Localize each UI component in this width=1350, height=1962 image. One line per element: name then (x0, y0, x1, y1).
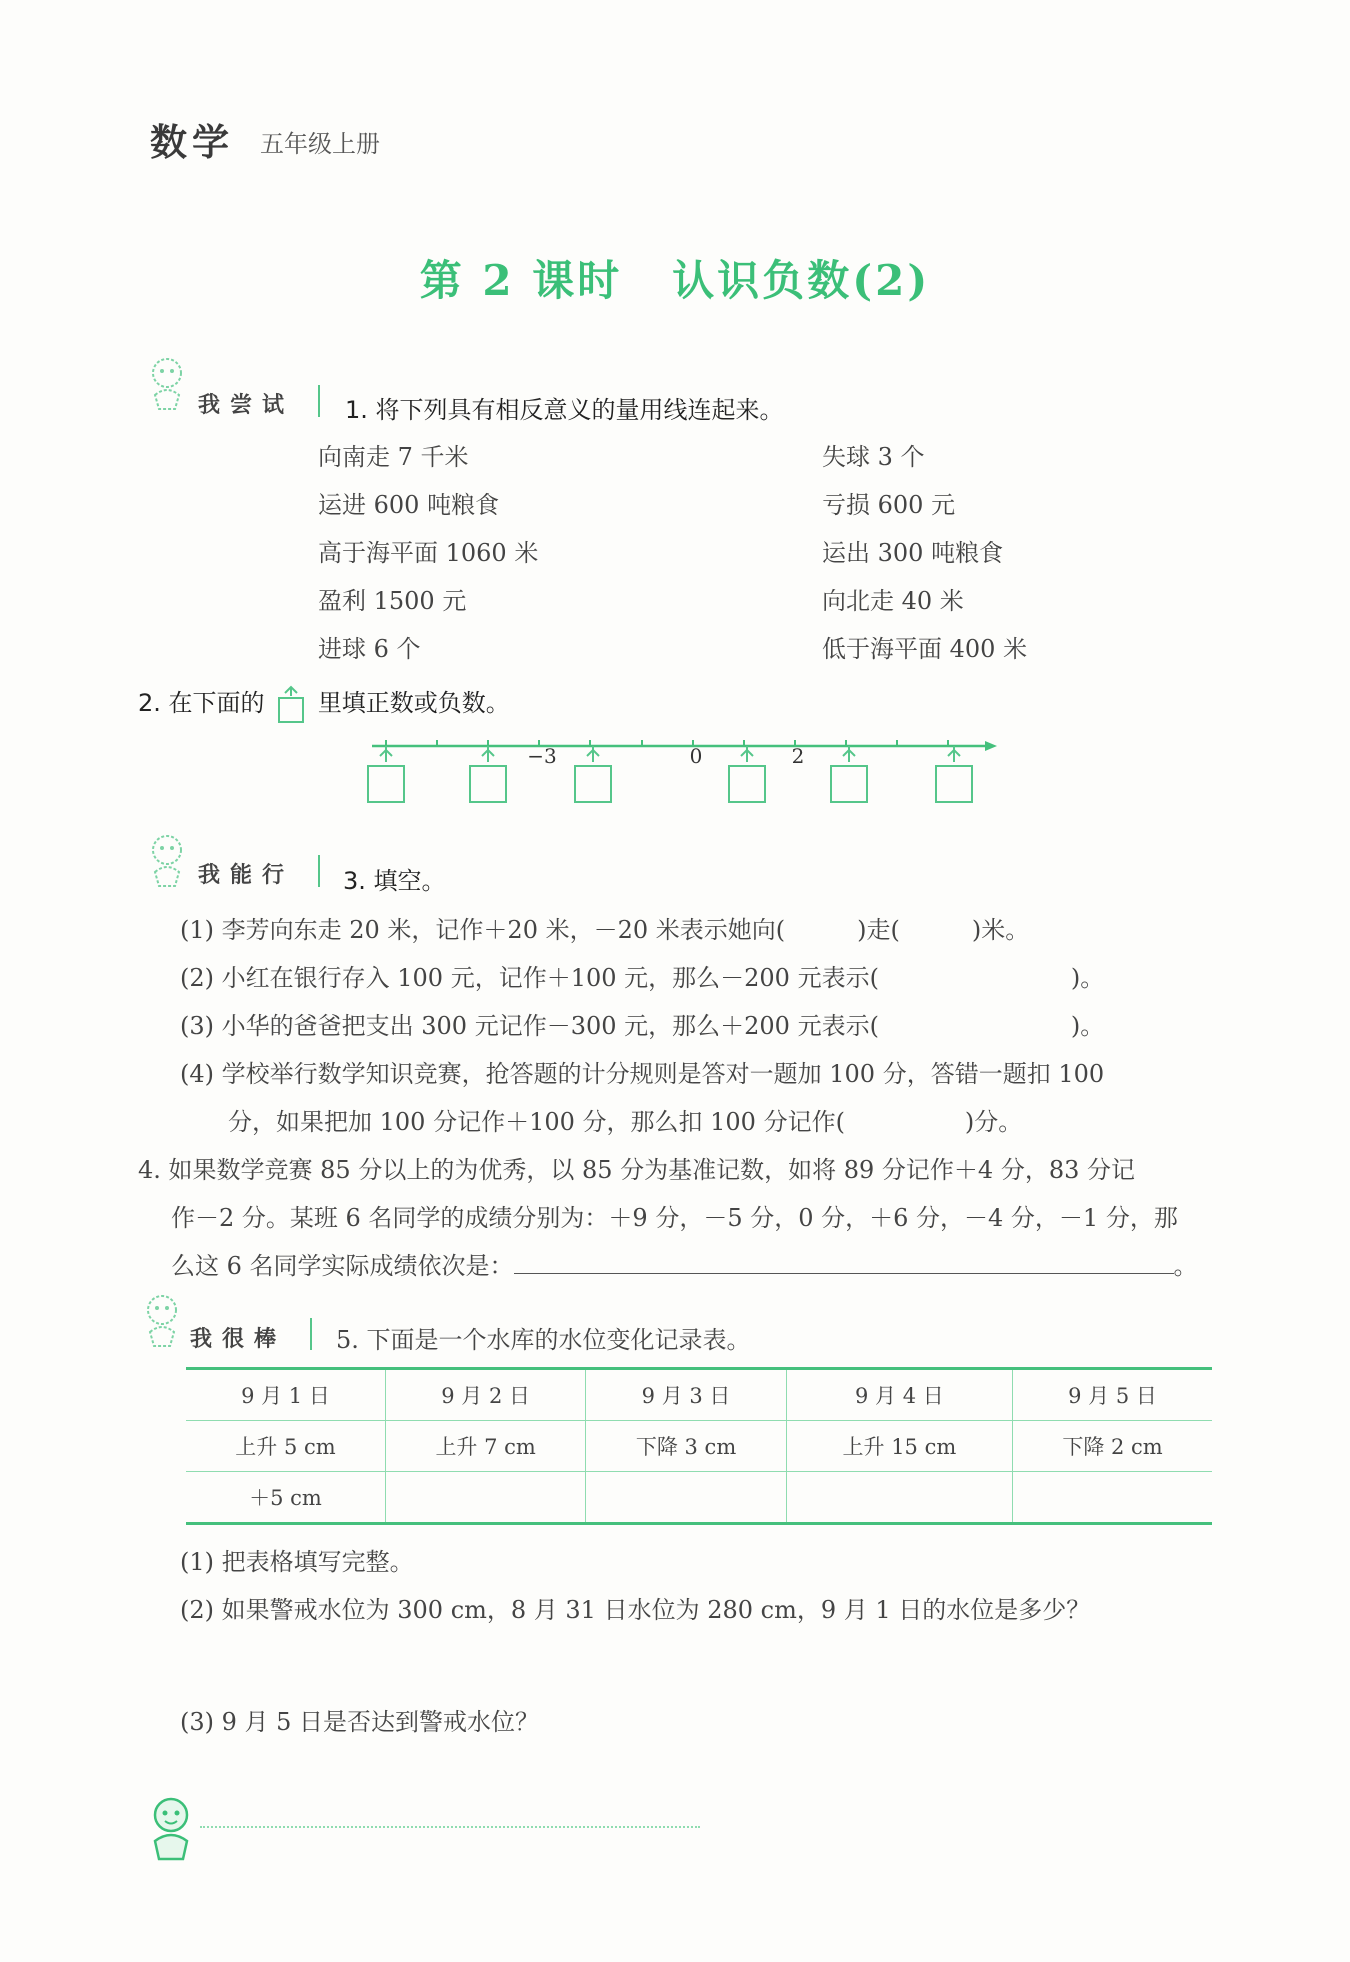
table-cell: 9 月 4 日 (786, 1369, 1012, 1421)
q5-sub: (2) 如果警戒水位为 300 cm，8 月 31 日水位为 280 cm，9 月 1 日的水位是多少？ (180, 1596, 1091, 1624)
q2-prompt-before: 2. 在下面的 (138, 689, 265, 717)
table-cell: 上升 5 cm (186, 1421, 385, 1472)
table-row (186, 1369, 1212, 1421)
cartoon-kid-icon (145, 355, 191, 411)
q4-line (171, 1246, 1198, 1281)
q1-left-item: 向南走 7 千米 (318, 443, 469, 471)
footer-kid-icon (145, 1795, 201, 1861)
subject-title: 数学 (150, 121, 234, 164)
q1-right-item: 亏损 600 元 (822, 491, 956, 519)
q4-answer-blank[interactable] (514, 1251, 1174, 1274)
lesson-title (0, 248, 1350, 308)
table-cell-blank[interactable] (586, 1472, 786, 1524)
section-label-can: 我能行 (198, 863, 295, 888)
table-row (186, 1472, 1212, 1524)
water-level-table (186, 1367, 1212, 1525)
answer-box-icon (276, 684, 306, 724)
number-line (360, 730, 1000, 810)
q3-prompt: 3. 填空。 (343, 867, 446, 895)
q3-item: (2) 小红在银行存入 100 元，记作＋100 元，那么－200 元表示( )。 (180, 964, 1105, 992)
lesson-name: 认识负数(2) (672, 256, 931, 305)
q4-line: 作－2 分。某班 6 名同学的成绩分别为：＋9 分，－5 分，0 分，＋6 分，－4 分，－1 分，那 (171, 1204, 1178, 1232)
q4-line: 4. 如果数学竞赛 85 分以上的为优秀，以 85 分为基准记数，如将 89 分记作＋4 分，83 分记 (138, 1156, 1135, 1184)
table-cell-blank[interactable] (1013, 1472, 1212, 1524)
q5-prompt: 5. 下面是一个水库的水位变化记录表。 (336, 1326, 751, 1354)
table-cell-blank[interactable] (786, 1472, 1012, 1524)
q3-item: (3) 小华的爸爸把支出 300 元记作－300 元，那么＋200 元表示( )。 (180, 1012, 1105, 1040)
q1-left-item: 盈利 1500 元 (318, 587, 467, 615)
q3-item-continued: 分，如果把加 100 分记作＋100 分，那么扣 100 分记作( )分。 (228, 1108, 1023, 1136)
q2-prompt (138, 683, 510, 724)
section-divider (318, 385, 320, 417)
tick-label-minus3: −3 (527, 744, 557, 768)
table-cell-blank[interactable] (385, 1472, 585, 1524)
section-divider (310, 1318, 312, 1350)
q5-sub: (3) 9 月 5 日是否达到警戒水位？ (180, 1708, 540, 1736)
tick-label-two: 2 (791, 744, 805, 768)
table-cell: 9 月 1 日 (186, 1369, 385, 1421)
q3-item: (4) 学校举行数学知识竞赛，抢答题的计分规则是答对一题加 100 分，答错一题扣 100 (180, 1060, 1105, 1088)
q3-item: (1) 李芳向东走 20 米，记作＋20 米，－20 米表示她向( )走( )米。 (180, 916, 1030, 944)
table-cell: 上升 15 cm (786, 1421, 1012, 1472)
cartoon-kid-icon (140, 1292, 186, 1348)
q1-right-item: 向北走 40 米 (822, 587, 964, 615)
grade-subtitle: 五年级上册 (260, 130, 380, 158)
table-cell: 9 月 5 日 (1013, 1369, 1212, 1421)
q1-left-item: 进球 6 个 (318, 635, 421, 663)
section-divider (318, 855, 320, 887)
footer-divider (200, 1826, 700, 1828)
table-cell: 下降 2 cm (1013, 1421, 1212, 1472)
q1-right-item: 失球 3 个 (822, 443, 925, 471)
table-cell: 上升 7 cm (385, 1421, 585, 1472)
q1-right-item: 运出 300 吨粮食 (822, 539, 1004, 567)
lesson-number: 第 2 课时 (419, 256, 623, 305)
table-cell: 9 月 2 日 (385, 1369, 585, 1421)
q2-prompt-after: 里填正数或负数。 (317, 689, 510, 717)
q1-prompt: 1. 将下列具有相反意义的量用线连起来。 (345, 396, 784, 424)
section-label-try: 我尝试 (198, 393, 295, 418)
table-cell: ＋5 cm (186, 1472, 385, 1524)
table-cell: 下降 3 cm (586, 1421, 786, 1472)
q4-end-mark: 。 (1173, 1252, 1198, 1280)
table-cell: 9 月 3 日 (586, 1369, 786, 1421)
cartoon-kid-icon (145, 832, 191, 888)
section-label-great: 我很棒 (190, 1327, 287, 1352)
table-row (186, 1421, 1212, 1472)
q1-left-item: 运进 600 吨粮食 (318, 491, 500, 519)
q1-left-item: 高于海平面 1060 米 (318, 539, 539, 567)
tick-label-zero: 0 (689, 744, 703, 768)
q1-right-item: 低于海平面 400 米 (822, 635, 1028, 663)
q5-sub: (1) 把表格填写完整。 (180, 1548, 414, 1576)
q4-line-text: 么这 6 名同学实际成绩依次是： (171, 1252, 514, 1280)
